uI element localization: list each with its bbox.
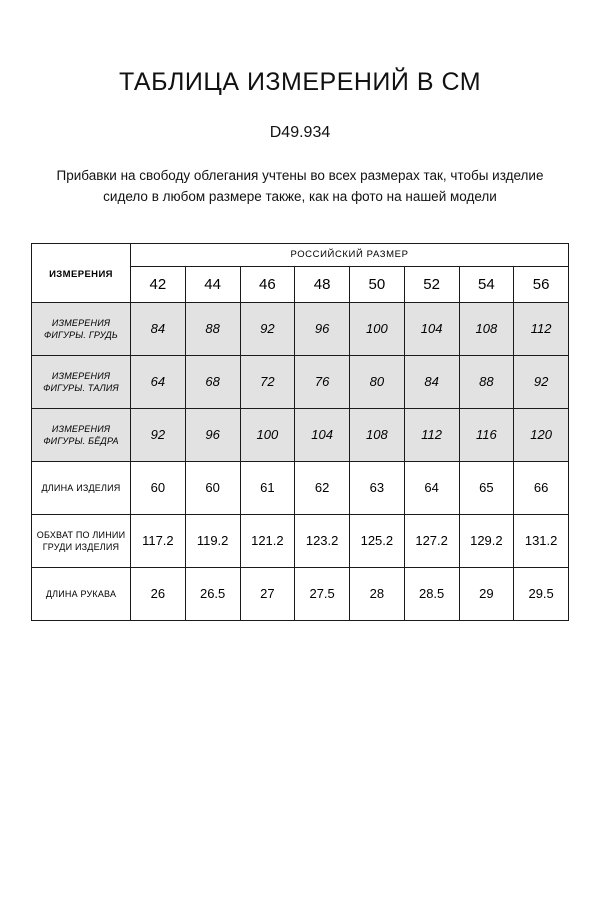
- table-cell: 28: [350, 567, 405, 620]
- table-cell: 104: [404, 302, 459, 355]
- size-header-cell: 48: [295, 266, 350, 302]
- table-cell: 63: [350, 461, 405, 514]
- page-title: ТАБЛИЦА ИЗМЕРЕНИЙ В СМ: [118, 68, 482, 96]
- table-cell: 125.2: [350, 514, 405, 567]
- size-header-cell: 42: [131, 266, 186, 302]
- size-header-cell: 50: [350, 266, 405, 302]
- table-row: [32, 514, 569, 567]
- table-cell: 96: [185, 408, 240, 461]
- table-cell: 64: [131, 355, 186, 408]
- table-cell: 129.2: [459, 514, 514, 567]
- table-cell: 27.5: [295, 567, 350, 620]
- table-cell: 62: [295, 461, 350, 514]
- table-cell: 61: [240, 461, 295, 514]
- row-label: ИЗМЕРЕНИЯ ФИГУРЫ. ГРУДЬ: [32, 302, 131, 355]
- table-cell: 65: [459, 461, 514, 514]
- row-label: ДЛИНА ИЗДЕЛИЯ: [32, 461, 131, 514]
- table-row: [32, 302, 569, 355]
- table-cell: 26: [131, 567, 186, 620]
- table-cell: 96: [295, 302, 350, 355]
- table-cell: 72: [240, 355, 295, 408]
- table-cell: 112: [514, 302, 569, 355]
- table-cell: 104: [295, 408, 350, 461]
- table-cell: 66: [514, 461, 569, 514]
- table-cell: 88: [459, 355, 514, 408]
- table-cell: 92: [240, 302, 295, 355]
- table-cell: 29.5: [514, 567, 569, 620]
- size-header-cell: 46: [240, 266, 295, 302]
- row-label: ИЗМЕРЕНИЯ ФИГУРЫ. ТАЛИЯ: [32, 355, 131, 408]
- size-header-cell: 54: [459, 266, 514, 302]
- table-cell: 64: [404, 461, 459, 514]
- fit-note: Прибавки на свободу облегания учтены во всех размерах так, чтобы изделие сидело в любом размере также, как на фото на нашей модели: [56, 168, 544, 204]
- table-cell: 60: [185, 461, 240, 514]
- table-group-header-row: [32, 243, 569, 266]
- table-cell: 108: [350, 408, 405, 461]
- table-cell: 123.2: [295, 514, 350, 567]
- table-cell: 84: [404, 355, 459, 408]
- size-header-cell: 44: [185, 266, 240, 302]
- table-cell: 119.2: [185, 514, 240, 567]
- row-label: ОБХВАТ ПО ЛИНИИ ГРУДИ ИЗДЕЛИЯ: [32, 514, 131, 567]
- table-row: [32, 461, 569, 514]
- measurements-table-wrap: [31, 208, 569, 621]
- table-row: [32, 567, 569, 620]
- table-cell: 60: [131, 461, 186, 514]
- table-cell: 80: [350, 355, 405, 408]
- table-cell: 92: [514, 355, 569, 408]
- table-row: [32, 355, 569, 408]
- table-cell: 29: [459, 567, 514, 620]
- table-row: [32, 408, 569, 461]
- table-cell: 26.5: [185, 567, 240, 620]
- group-header-cell: РОССИЙСКИЙ РАЗМЕР: [131, 243, 569, 266]
- table-cell: 116: [459, 408, 514, 461]
- table-cell: 121.2: [240, 514, 295, 567]
- table-cell: 127.2: [404, 514, 459, 567]
- table-cell: 28.5: [404, 567, 459, 620]
- table-cell: 27: [240, 567, 295, 620]
- table-cell: 92: [131, 408, 186, 461]
- table-cell: 100: [240, 408, 295, 461]
- table-cell: 108: [459, 302, 514, 355]
- table-cell: 68: [185, 355, 240, 408]
- table-cell: 100: [350, 302, 405, 355]
- table-cell: 76: [295, 355, 350, 408]
- measurements-table: [31, 243, 569, 621]
- corner-header-cell: [32, 243, 131, 302]
- table-cell: 131.2: [514, 514, 569, 567]
- corner-header-label: ИЗМЕРЕНИЯ: [49, 268, 113, 280]
- row-label: ИЗМЕРЕНИЯ ФИГУРЫ. БЁДРА: [32, 408, 131, 461]
- table-cell: 120: [514, 408, 569, 461]
- row-label: ДЛИНА РУКАВА: [32, 567, 131, 620]
- size-header-cell: 56: [514, 266, 569, 302]
- size-header-cell: 52: [404, 266, 459, 302]
- table-cell: 88: [185, 302, 240, 355]
- article-code: D49.934: [269, 124, 331, 141]
- table-cell: 84: [131, 302, 186, 355]
- table-cell: 112: [404, 408, 459, 461]
- table-cell: 117.2: [131, 514, 186, 567]
